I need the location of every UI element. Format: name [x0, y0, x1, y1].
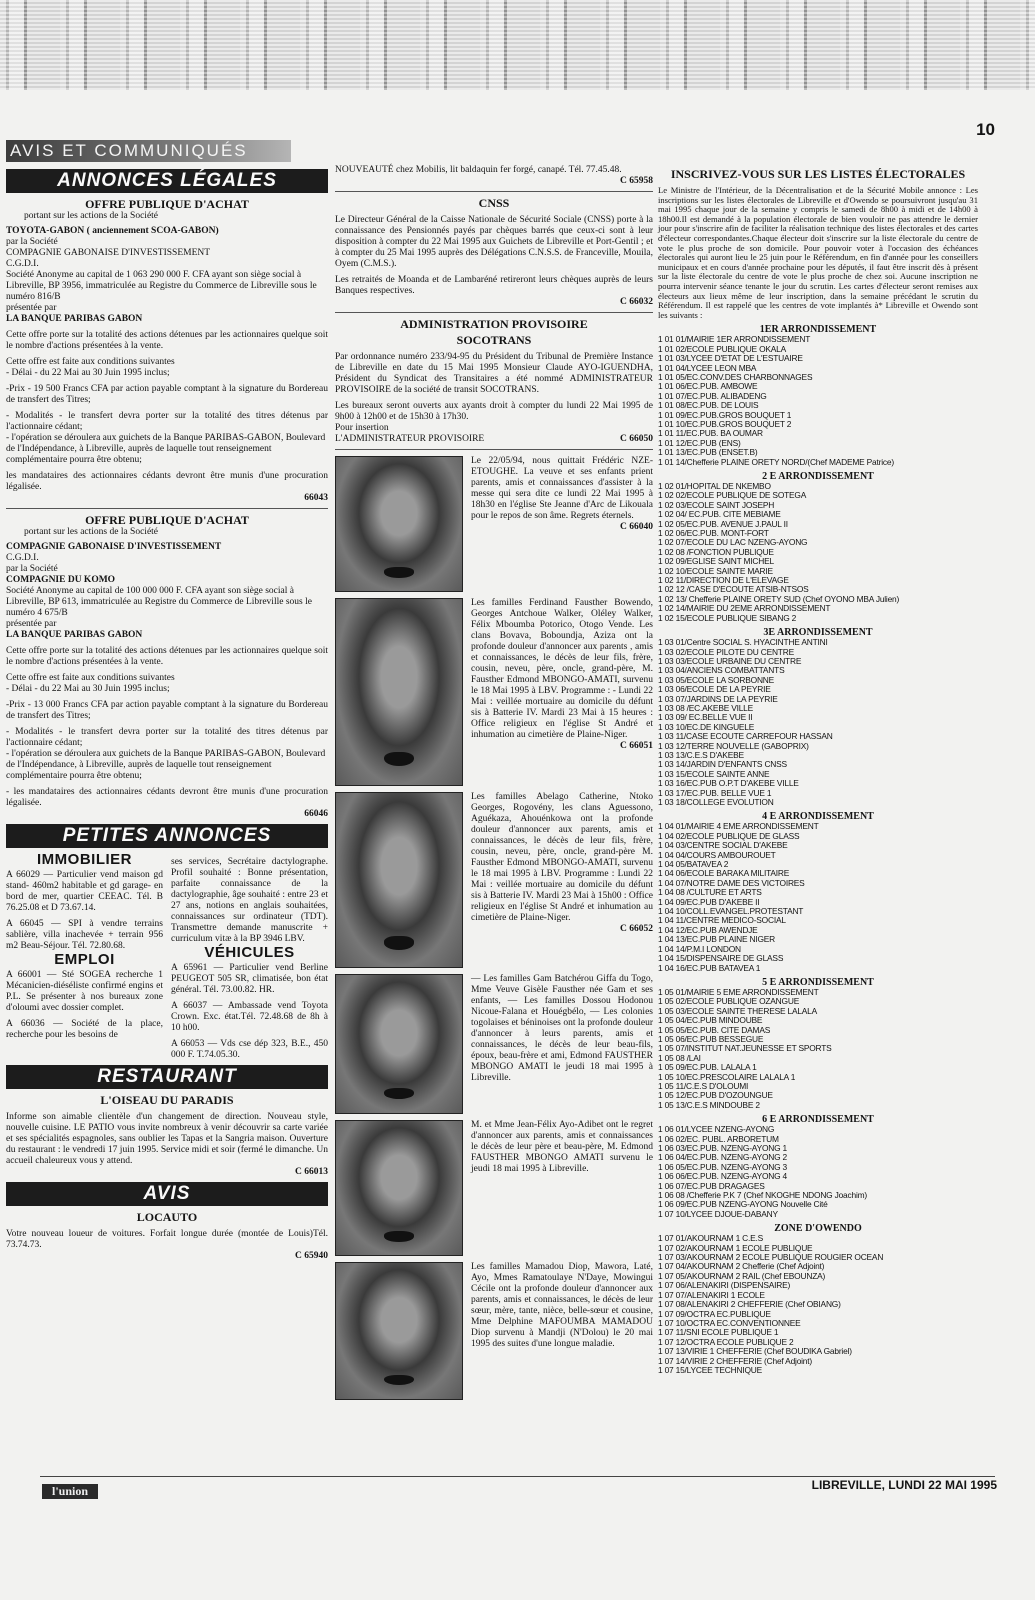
obituary-6	[335, 1262, 653, 1400]
emploi-ad-2: A 66036 — Société de la place, recherche pour les besoins de	[6, 1019, 163, 1040]
polling-center-item: 1 02 13/ Chefferie PLAINE ORETY SUD (Chef OYONO MBA Julien)	[658, 593, 900, 604]
polling-center-item: 1 03 13/C.E.S D'AKEBE	[658, 749, 744, 760]
polling-center-item: 1 01 14/Chefferie PLAINE ORETY NORD/(Chef MADEME Patrice)	[658, 456, 894, 467]
opa1-p3: - Délai - du 22 Mai au 30 Juin 1995 inclus;	[6, 368, 170, 378]
obituary-ref: C 66051	[620, 741, 653, 751]
obituary-text: M. et Mme Jean-Félix Ayo-Adibet ont le regret d'annoncer aux parents, amis et connaissances le décès de leur père et beau-père, M. Edmond FAUSTHER MBONGO AMATI survenu le jeudi 18 mai 1995 à Libreville.	[471, 1120, 653, 1174]
polling-center-item: 1 04 14/P.M.I LONDON	[658, 943, 741, 954]
polling-center-item: 1 03 11/CASE ECOUTE CARREFOUR HASSAN	[658, 731, 833, 742]
obituary-text: Le 22/05/94, nous quittait Frédéric NZE-ETOUGHE. La veuve et ses enfants prient parents, amis et connaissances d'assister à la messe qui sera dite ce lundi 22 Mai 1995 à 18h30 en l'église Ste Jeanne d'Arc de Likouala pour le repos de son âme. Regrets éternels.	[471, 456, 653, 521]
polling-center-item: 1 07 02/AKOURNAM 1 ECOLE PUBLIQUE	[658, 1242, 813, 1253]
obituary-ref: C 66052	[620, 924, 653, 934]
opa1-p5: - Modalités - le transfert devra porter sur la totalité des titres détenus par l'actionnaire cédant;	[6, 411, 328, 432]
opa1-bank: LA BANQUE PARIBAS GABON	[6, 314, 143, 324]
polling-center-item: 1 05 08 /LAI	[658, 1052, 701, 1063]
opa2-p7: - les mandataires des actionnaires cédants devront être munis d'une procuration légalisée.	[6, 787, 328, 808]
middle-column	[335, 165, 653, 1400]
polling-center-item: 1 06 01/LYCEE NZENG-AYONG	[658, 1124, 775, 1135]
polling-center-item: 1 04 15/DISPENSAIRE DE GLASS	[658, 953, 784, 964]
portrait-photo	[335, 456, 463, 592]
opa1-ref: 66043	[304, 493, 328, 503]
polling-center-item: 1 07 12/OCTRA ECOLE PUBLIQUE 2	[658, 1336, 794, 1347]
emploi-heading: EMPLOI	[54, 951, 115, 968]
polling-center-item: 1 01 07/EC.PUB. ALIBADENG	[658, 390, 767, 401]
petites-annonces	[6, 852, 328, 1061]
immo-ad-1: A 66029 — Particulier vend maison gd stand- 460m2 habitable et gd garage- en bord de mer, quartier CEEAC. Tél. B 76.25.08 et D 73.67.14.	[6, 870, 163, 913]
polling-center-item: 1 07 01/AKOURNAM 1 C.E.S	[658, 1233, 764, 1244]
veh-ad-3: A 66053 — Vds cse dép 323, B.E., 450 000 F. T.74.05.30.	[171, 1039, 328, 1060]
polling-center-item: 1 01 11/EC.PUB. BA OUMAR	[658, 428, 763, 439]
arrondissement-heading: 3E ARRONDISSEMENT	[763, 627, 873, 639]
polling-center-item: 1 02 04/ EC.PUB. CITE MEBIAME	[658, 509, 781, 520]
arrondissement-heading: ZONE D'OWENDO	[774, 1223, 862, 1235]
polling-center-item: 1 01 02/ECOLE PUBLIQUE OKALA	[658, 343, 786, 354]
divider	[335, 312, 653, 313]
restaurant-ref: C 66013	[295, 1167, 328, 1177]
portrait-photo	[335, 974, 463, 1114]
obituary-5	[335, 1120, 653, 1256]
polling-center-item: 1 06 06/EC.PUB. NZENG-AYONG 4	[658, 1171, 788, 1182]
obituary-text: — Les familles Gam Batchérou Giffa du Togo, Mme Veuve Gisèle Fausther née Gam et ses enfants, — Les familles Dossou Hodonou Nicoue-Falana et Houégbélo, — Les colonies togolaises et béninoises ont la profonde douleur d'annoncer à leurs parents, amis et connaissances, le décès de leur beau-fils, époux, beau-frère et ami, Edmond FAUSTHER MBONGO AMATI le jeudi 18 mai 1995 à Libreville.	[471, 974, 653, 1083]
polling-center-item: 1 06 02/EC. PUBL. ARBORETUM	[658, 1133, 779, 1144]
polling-center-item: 1 03 10/EC.DE KINGUELE	[658, 721, 755, 732]
opa1-p1: Cette offre porte sur la totalité des actions détenues par les actionnaires quelque soit le nombre d'actions présentées à la vente.	[6, 330, 328, 351]
opa2-company: COMPAGNIE GABONAISE D'INVESTISSEMENT	[6, 542, 222, 552]
opa1-p4: -Prix - 19 500 Francs CFA par action payable comptant à la signature du Bordereau de transfert des Titres;	[6, 384, 328, 405]
polling-center-item: 1 03 07/JARDINS DE LA PEYRIE	[658, 693, 778, 704]
polling-center-item: 1 07 11/SNI ECOLE PUBLIQUE 1	[658, 1327, 779, 1338]
polling-center-item: 1 02 01/HOPITAL DE NKEMBO	[658, 481, 771, 491]
opa2-by: par la Société	[6, 564, 58, 574]
polling-center-item: 1 04 12/EC.PUB AWENDJE	[658, 924, 758, 935]
polling-center-item: 1 07 05/AKOURNAM 2 RAIL (Chef EBOUNZA)	[658, 1270, 826, 1281]
arrondissement-heading: 2 E ARRONDISSEMENT	[762, 471, 874, 482]
admin-subtitle: SOCOTRANS	[456, 333, 532, 347]
immobilier-heading: IMMOBILIER	[37, 851, 132, 868]
opa2-details: Société Anonyme au capital de 100 000 000 F. CFA ayant son siège social à Libreville, BP 613, immatriculée au Registre du Commerce de Libreville sous le numéro 4 675/B	[6, 586, 312, 618]
polling-center-item: 1 02 05/EC.PUB. AVENUE J.PAUL II	[658, 518, 788, 529]
polling-center-item: 1 04 06/ECOLE BARAKA MILITAIRE	[658, 868, 790, 879]
polling-center-item: 1 03 01/Centre SOCIAL S. HYACINTHE ANTINI	[658, 637, 828, 648]
opa2-p1: Cette offre porte sur la totalité des actions détenues par les actionnaires quelque soit le nombre d'actions présentées à la vente.	[6, 646, 328, 667]
polling-center-item: 1 01 09/EC.PUB.GROS BOUQUET 1	[658, 409, 792, 420]
arrondissement-heading: 4 E ARRONDISSEMENT	[762, 811, 874, 823]
opa2-p6: - l'opération se déroulera aux guichets de la Banque PARIBAS-GABON, Boulevard de l'Indépendance, à Libreville, auprès de laquelle tout renseignement complémentaire pourra être obtenu;	[6, 749, 326, 781]
right-column	[658, 165, 978, 1375]
portrait-photo	[335, 1120, 463, 1256]
polling-center-item: 1 02 03/ECOLE SAINT JOSEPH	[658, 499, 775, 510]
polling-center-item: 1 05 11/C.E.S D'OLOUMI	[658, 1080, 749, 1091]
obituary-2	[335, 598, 653, 786]
polling-center-item: 1 07 10/OCTRA EC.CONVENTIONNEE	[658, 1317, 801, 1328]
polling-center-item: 1 02 11/DIRECTION DE L'ELEVAGE	[658, 575, 789, 586]
admin-sign-row	[335, 434, 653, 445]
polling-center-item: 1 02 07/ECOLE DU LAC NZENG-AYONG	[658, 537, 808, 548]
arrondissement-heading: 5 E ARRONDISSEMENT	[762, 976, 874, 988]
opa1-details: Société Anonyme au capital de 1 063 290 000 F. CFA ayant son siège social à Libreville, BP 3956, immatriculée au Registre du Commerce de Libreville sous le numéro 816/B	[6, 270, 317, 302]
dateline: LIBREVILLE, LUNDI 22 MAI 1995	[811, 1478, 997, 1492]
portrait-photo	[335, 792, 463, 968]
section-title: AVIS ET COMMUNIQUÉS	[6, 140, 291, 162]
polling-center-item: 1 06 03/EC.PUB. NZENG-AYONG 1	[658, 1143, 788, 1153]
polling-center-item: 1 02 14/MAIRIE DU 2EME ARRONDISSEMENT	[658, 603, 831, 614]
polling-center-item: 1 02 12 /CASE D'ECOUTE ATSIB-NTSOS	[658, 584, 809, 595]
polling-center-item: 1 05 12/EC.PUB D'OZOUNGUE	[658, 1090, 773, 1101]
veh-ad-2: A 66037 — Ambassade vend Toyota Crown. Exc. état.Tél. 72.48.68 de 8h à 10 h00.	[171, 1001, 328, 1033]
opa2-presented: présentée par	[6, 619, 57, 629]
opa2-p3: - Délai - du 22 Mai au 30 Juin 1995 inclus;	[6, 684, 170, 694]
obituary-text: Les familles Abelago Catherine, Ntoko Georges, Rogovény, les clans Aguessono, Aguékaza, Ahouénkowa ont la profonde douleur d'annoncer aux parents, amis et connaissances, le décès de leur fils, frère, cousin, neveu, père, oncle, grand-père M. Fausther Edmond MBONGO-AMATI, survenu le 18 mai 1995 à LBV. Programme : Lundi 22 Mai : veillée mortuaire au domicile du défunt sis à Batterie IV. Mardi 23 Mai à 15h00 : Office religieux en l'église St André et inhumation au cimetière de Plaine-Niger.	[471, 792, 653, 923]
opa1-bidder-short: C.G.D.I.	[6, 259, 39, 269]
newspaper-page	[0, 90, 1035, 1600]
opa1-by: par la Société	[6, 237, 58, 247]
polling-center-item: 1 01 05/EC.CONV.DES CHARBONNAGES	[658, 371, 813, 382]
polling-center-item: 1 07 13/VIRIE 1 CHEFFERIE (Chef BOUDIKA Gabriel)	[658, 1346, 852, 1357]
polling-center-item: 1 05 09/EC.PUB. LALALA 1	[658, 1062, 757, 1073]
divider	[335, 449, 653, 450]
polling-center-item: 1 05 01/MAIRIE 5 EME ARRONDISSEMENT	[658, 986, 819, 997]
polling-center-item: 1 05 04/EC.PUB MINDOUBE	[658, 1015, 763, 1026]
polling-center-item: 1 01 10/EC.PUB.GROS BOUQUET 2	[658, 418, 792, 429]
opa1-p7: les mandataires des actionnaires cédants devront être munis d'une procuration légalisée.	[6, 471, 328, 492]
polling-center-item: 1 01 08/EC.PUB. DE LOUIS	[658, 400, 759, 411]
nouveaute-ad: NOUVEAUTÉ chez Mobilis, lit baldaquin fer forgé, canapé. Tél. 77.45.48.	[335, 165, 622, 175]
polling-center-item: 1 02 09/EGLISE SAINT MICHEL	[658, 556, 774, 567]
electoral-intro: Le Ministre de l'Intérieur, de la Décentralisation et de la Sécurité Mobile annonce : Les inscriptions sur les listes électorales de Libreville et d'Owendo se poursuivront jusqu'au 31 mai 1995 chaque jour de la semaine y compris le samedi de 8h00 à midi et de 14h00 à 18h00.Il est demandé à la population électorale de bien vouloir ne pas attendre le dernier jour pour s'inscrire afin de faciliter la réalisation technique des listes électorales et des cartes d'électeur correspondantes.Chaque électeur doit s'inscrire sur la liste électorale du centre de vote le plus proche de son domicile. Pour pouvoir voter à l'occasion des échéances électorales qui auront lieu le 25 juin pour le Référendum, en fin d'année pour les conseillers municipaux et en cours d'année prochaine pour les députés, il faut être inscrit dès à présent sur la liste électorale du centre de vote le plus proche de chez soi. Aucune inscription ne pourra intervenir séance tenante le jour du scrutin. Les cartes d'électeur seront remises aux électeurs aux lieux même de leur inscription, dans la semaine précédant le scrutin du Référendum. Il est rappelé que les centres de vote implantés à* Libreville et Owendo sont les suivants :	[658, 185, 978, 320]
admin-sign: L'ADMINISTRATEUR PROVISOIRE	[335, 434, 485, 444]
obituary-text: Les familles Mamadou Diop, Mawora, Laté, Ayo, Mmes Ramatoulaye N'Daye, Mowingui Cécile ont la profonde douleur d'annoncer aux parents, amis et connaissances, le décès de leur sœur, mère, tante, nièce, belle-sœur et cousine, Mme Delphine MAFOUMBA MAMADOU Diop survenu à Mandji (N'Dolou) le 20 mai 1995 des suites d'une longue maladie.	[471, 1262, 653, 1349]
polling-center-item: 1 06 09/EC.PUB NZENG-AYONG Nouvelle Cité	[658, 1199, 828, 1210]
portrait-photo	[335, 598, 463, 786]
polling-center-item: 1 06 05/EC.PUB. NZENG-AYONG 3	[658, 1161, 788, 1172]
admin-ref: C 66050	[620, 434, 653, 444]
restaurant-banner: RESTAURANT	[6, 1065, 328, 1089]
polling-center-item: 1 01 03/LYCEE D'ETAT DE L'ESTUAIRE	[658, 353, 803, 364]
opa1-p2: Cette offre est faite aux conditions suivantes	[6, 357, 175, 367]
opa2-p5: - Modalités - le transfert devra porter sur la totalité des titres détenus par l'actionnaire cédant;	[6, 727, 328, 748]
admin-text-3: Pour insertion	[335, 423, 389, 433]
polling-center-item: 1 03 02/ECOLE PILOTE DU CENTRE	[658, 646, 794, 657]
opa1-bidder: COMPAGNIE GABONAISE D'INVESTISSEMENT	[6, 248, 211, 258]
opa2-bidder: COMPAGNIE DU KOMO	[6, 575, 116, 585]
restaurant-text: Informe son aimable clientèle d'un changement de direction. Nouveau style, nouvelle cuisine. LE PATIO vous invite nombreux à venir découvrir sa carte variée et ses spécialités espagnoles, sans oublier les Tapas et la Sangria maison. Ouverture du restaurant : le vendredi 17 juin 1995. Service midi et soir (fermé le dimanche. Un accueil chaleureux vous y attend.	[6, 1112, 328, 1166]
polling-center-item: 1 07 14/VIRIE 2 CHEFFERIE (Chef Adjoint)	[658, 1355, 812, 1366]
polling-center-item: 1 03 03/ECOLE URBAINE DU CENTRE	[658, 655, 802, 666]
polling-center-item: 1 01 12/EC.PUB (ENS)	[658, 437, 741, 448]
polling-center-item: 1 04 09/EC.PUB D'AKEBE II	[658, 896, 760, 907]
opa1-company: TOYOTA-GABON ( anciennement SCOA-GABON)	[6, 226, 219, 236]
opa2-p2: Cette offre est faite aux conditions suivantes	[6, 673, 175, 683]
polling-center-item: 1 05 10/EC.PRESCOLAIRE LALALA 1	[658, 1071, 796, 1082]
avis-text: Votre nouveau loueur de voitures. Forfait longue durée (montée de Louis)Tél. 73.74.73.	[6, 1229, 328, 1250]
nouveaute-ref: C 65958	[620, 176, 653, 186]
polling-center-item: 1 07 03/AKOURNAM 2 ECOLE PUBLIQUE ROUGIER OCEAN	[658, 1252, 884, 1263]
admin-text: Par ordonnance numéro 233/94-95 du Président du Tribunal de Première Instance de Libreville en date du 15 Mai 1995 Monsieur Claude AYO-IGUENDHA, Président du Syndicat des Transitaires a été nommé ADMINISTRATEUR PROVISOIRE de la société de transit SOCOTRANS.	[335, 352, 653, 395]
polling-center-item: 1 03 09/ EC.BELLE VUE II	[658, 712, 753, 723]
polling-center-item: 1 02 06/EC.PUB. MONT-FORT	[658, 528, 769, 539]
opa2-bank: LA BANQUE PARIBAS GABON	[6, 630, 143, 640]
polling-center-item: 1 01 04/LYCEE LEON MBA	[658, 362, 757, 373]
opa2-title: OFFRE PUBLIQUE D'ACHAT	[85, 513, 249, 527]
obituary-3	[335, 792, 653, 968]
avis-banner: AVIS	[6, 1182, 328, 1206]
polling-center-item: 1 03 06/ECOLE DE LA PEYRIE	[658, 684, 771, 695]
opa2-p4: -Prix - 13 000 Francs CFA par action payable comptant à la signature du Bordereau de transfert des Titres;	[6, 700, 328, 721]
divider	[6, 508, 328, 509]
polling-center-item: 1 03 12/TERRE NOUVELLE (GABOPRIX)	[658, 740, 809, 751]
polling-center-item: 1 06 08 /Chefferie P.K 7 (Chef NKOGHE NDONG Joachim)	[658, 1190, 867, 1201]
opa1-presented: présentée par	[6, 303, 57, 313]
obituary-text: Les familles Ferdinand Fausther Bowendo, Georges Antchoue Walker, Oléley Walker, Félix Mboumba Potorico, Otogo Vende. Les clans Bovava, Boboundja, Aziza ont la profonde douleur d'annoncer aux parents , amis et connaissances, le décès de leur fils, frère, cousin, neveu, père, oncle, grand-père, M. Fausther Edmond MBONGO-AMATI, survenu le 18 Mai 1995 à LBV. Programme : - Lundi 22 Mai : veillée mortuaire au domicile du défunt sis à Batterie IV. Mardi 23 Mai à 15 heures : Office religieux en l'église St André et inhumation au cimetière de Plaine-Niger.	[471, 598, 653, 740]
opa-notice-2	[6, 513, 328, 820]
polling-center-item: 1 04 01/MAIRIE 4 EME ARRONDISSEMENT	[658, 821, 819, 832]
polling-center-item: 1 04 10/COLL.EVANGEL.PROTESTANT	[658, 906, 804, 917]
polling-center-item: 1 02 15/ECOLE PUBLIQUE SIBANG 2	[658, 612, 797, 623]
polling-center-item: 1 04 04/COURS AMBOUROUET	[658, 849, 776, 860]
polling-center-item: 1 04 08 /CULTURE ET ARTS	[658, 887, 762, 898]
opa1-title: OFFRE PUBLIQUE D'ACHAT	[85, 197, 249, 211]
polling-center-item: 1 05 03/ECOLE SAINTE THERESE LALALA	[658, 1005, 818, 1016]
polling-center-item: 1 04 05/BATAVEA 2	[658, 859, 729, 870]
vehicules-heading: VÉHICULES	[204, 944, 295, 961]
polling-center-item: 1 03 16/EC.PUB O.P.T D'AKEBE VILLE	[658, 778, 799, 789]
polling-centers	[658, 324, 978, 1375]
opa1-p6: - l'opération se déroulera aux guichets de la Banque PARIBAS-GABON, Boulevard de l'Indépendance, à Libreville, auprès de laquelle tout renseignement complémentaire pourra être obtenu;	[6, 433, 326, 465]
polling-center-item: 1 02 10/ECOLE SAINTE MARIE	[658, 565, 773, 576]
polling-center-item: 1 03 04/ANCIENS COMBATTANTS	[658, 665, 785, 676]
emploi-ad-2-cont: ses services, Secrétaire dactylographe. Profil souhaité : Bonne présentation, parfaite connaissance de la dactylographie, âge souhaité : entre 23 et 27 ans, notions en anglais souhaitées, connaissances sur ordinateur (TDT). Transmettre demande manuscrite + curriculum vitæ à la BP 3946 LBV.	[171, 857, 328, 944]
polling-center-item: 1 01 01/MAIRIE 1ER ARRONDISSEMENT	[658, 334, 811, 345]
polling-center-item: 1 06 07/EC.PUB DRAGAGES	[658, 1180, 765, 1191]
polling-center-item: 1 06 04/EC.PUB. NZENG-AYONG 2	[658, 1152, 788, 1163]
polling-center-item: 1 03 05/ECOLE LA SORBONNE	[658, 674, 775, 685]
scan-edge	[0, 0, 1035, 90]
electoral-title: INSCRIVEZ-VOUS SUR LES LISTES ÉLECTORALES	[670, 167, 966, 181]
opa2-ref: 66046	[304, 809, 328, 819]
polling-center-item: 1 05 05/EC.PUB. CITE DAMAS	[658, 1024, 771, 1035]
polling-center-item: 1 04 02/ECOLE PUBLIQUE DE GLASS	[658, 830, 800, 841]
admin-title: ADMINISTRATION PROVISOIRE	[400, 317, 588, 331]
polling-center-item: 1 03 08 /EC.AKEBE VILLE	[658, 702, 754, 713]
polling-center-item: 1 05 13/C.E.S MINDOUBE 2	[658, 1099, 760, 1110]
cnss-ref: C 66032	[620, 297, 653, 307]
polling-center-item: 1 03 17/EC.PUB. BELLE VUE 1	[658, 787, 772, 798]
avis-ref: C 65940	[295, 1251, 328, 1261]
polling-center-item: 1 03 15/ECOLE SAINTE ANNE	[658, 768, 770, 779]
polling-center-item: 1 02 02/ECOLE PUBLIQUE DE SOTEGA	[658, 490, 807, 501]
opa1-subtitle: portant sur les actions de la Société	[24, 211, 159, 221]
polling-center-item: 1 05 06/EC.PUB BESSEGUE	[658, 1033, 764, 1044]
polling-center-item: 1 07 15/LYCEE TECHNIQUE	[658, 1364, 763, 1375]
polling-center-item: 1 03 18/COLLEGE EVOLUTION	[658, 797, 774, 807]
polling-center-item: 1 04 03/CENTRE SOCIAL D'AKEBE	[658, 840, 788, 851]
arrondissement-heading: 1ER ARRONDISSEMENT	[759, 324, 877, 336]
opa2-subtitle: portant sur les actions de la Société	[24, 527, 159, 537]
admin-text-2: Les bureaux seront ouverts aux ayants droit à compter du lundi 22 Mai 1995 de 9h00 à 12h00 et de 15h30 à 17h30.	[335, 401, 653, 422]
obituary-4	[335, 974, 653, 1114]
veh-ad-1: A 65961 — Particulier vend Berline PEUGEOT 505 SR, climatisée, bon état général. Tél. 73.00.82. HR.	[171, 963, 328, 995]
polling-center-item: 1 01 13/EC.PUB (ENSET.B)	[658, 447, 758, 458]
polling-center-item: 1 04 13/EC.PUB PLAINE NIGER	[658, 934, 776, 945]
opa-notice-1	[6, 197, 328, 504]
cnss-text: Le Directeur Général de la Caisse Nationale de Sécurité Sociale (CNSS) porte à la connaissance des Pensionnés payés par chèques barrés que ceux-ci sont à leur disposition à compter du 22 Mai 1995 aux Guichets de Libreville et Port-Gentil ; et à compter du 25 Mai 1995 auprès des Délégations C.N.S.S. de Franceville, Mouila, Oyem (C.M.S.).	[335, 215, 653, 269]
polling-center-item: 1 04 16/EC.PUB BATAVEA 1	[658, 962, 761, 973]
polling-center-item: 1 03 14/JARDIN D'ENFANTS CNSS	[658, 759, 787, 770]
obituary-1	[335, 456, 653, 592]
obituary-ref: C 66040	[620, 522, 653, 532]
cnss-title: CNSS	[478, 196, 510, 210]
emploi-ad-1: A 66001 — Sté SOGEA recherche 1 Mécanicien-diéséliste confirmé engins et P.L. Se présenter à nos bureaux zone d'oloumi avec dossier complet.	[6, 970, 163, 1013]
opa2-company-short: C.G.D.I.	[6, 553, 39, 563]
polling-center-item: 1 07 07/ALENAKIRI 1 ECOLE	[658, 1289, 765, 1300]
footer-rule	[40, 1476, 995, 1477]
portrait-photo	[335, 1262, 463, 1400]
petites-annonces-banner: PETITES ANNONCES	[6, 824, 328, 848]
page-number: 10	[976, 120, 995, 139]
left-column	[6, 165, 328, 1262]
restaurant-name: L'OISEAU DU PARADIS	[100, 1093, 234, 1107]
polling-center-item: 1 07 04/AKOURNAM 2 Chefferie (Chef Adjoint)	[658, 1261, 825, 1272]
cnss-text-2: Les retraités de Moanda et de Lambaréné retireront leurs chèques auprès de leurs Banques respectives.	[335, 275, 653, 296]
polling-center-item: 1 02 08 /FONCTION PUBLIQUE	[658, 546, 774, 557]
legal-banner: ANNONCES LÉGALES	[6, 169, 328, 193]
page-footer	[0, 1470, 1035, 1500]
polling-center-item: 1 07 10/LYCEE DJOUE-DABANY	[658, 1208, 778, 1219]
polling-center-item: 1 07 09/OCTRA EC.PUBLIQUE	[658, 1308, 771, 1319]
polling-center-item: 1 01 06/EC.PUB. AMBOWE	[658, 381, 758, 392]
polling-center-item: 1 04 07/NOTRE DAME DES VICTOIRES	[658, 877, 805, 888]
immo-ad-2: A 66045 — SPI à vendre terrains sablière, villa inachevée + terrain 956 m2 Beau-Séjour. Tél. 72.80.68.	[6, 919, 163, 951]
polling-center-item: 1 07 08/ALENAKIRI 2 CHEFFERIE (Chef OBIANG)	[658, 1299, 841, 1310]
polling-center-item: 1 04 11/CENTRE MEDICO-SOCIAL	[658, 915, 786, 926]
polling-center-item: 1 07 06/ALENAKIRI (DISPENSAIRE)	[658, 1280, 791, 1291]
polling-center-item: 1 05 02/ECOLE PUBLIQUE OZANGUE	[658, 996, 800, 1007]
divider	[335, 191, 653, 192]
newspaper-logo: l'union	[42, 1484, 98, 1499]
polling-center-item: 1 05 07/INSTITUT NAT.JEUNESSE ET SPORTS	[658, 1043, 832, 1054]
avis-title: LOCAUTO	[136, 1210, 198, 1224]
arrondissement-heading: 6 E ARRONDISSEMENT	[762, 1114, 874, 1126]
